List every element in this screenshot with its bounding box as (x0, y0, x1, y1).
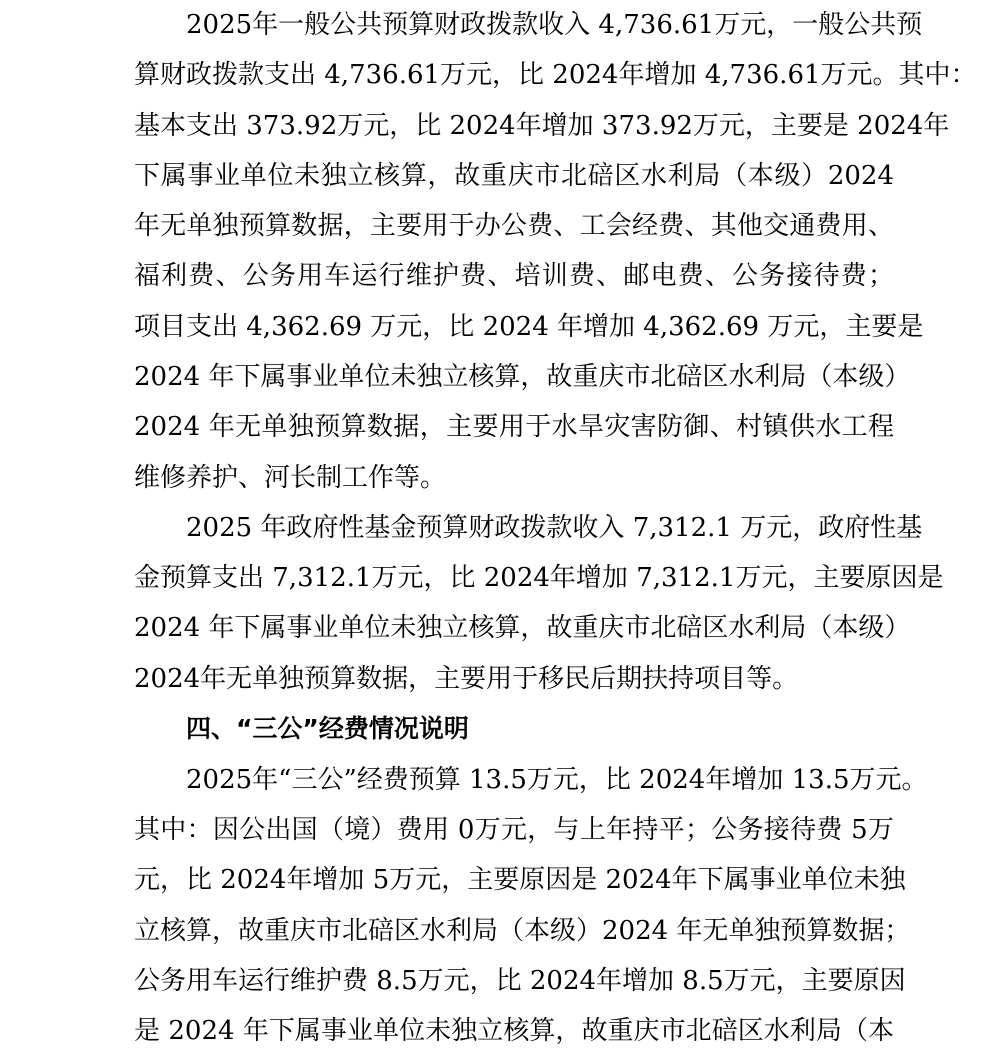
paragraph-line: 是 2024 年下属事业单位未独立核算，故重庆市北碚区水利局（本 (134, 1016, 894, 1046)
paragraph-line: 算财政拨款支出 4,736.61万元，比 2024年增加 4,736.61万元。其中： (134, 60, 977, 90)
paragraph-line: 元，比 2024年增加 5万元，主要原因是 2024年下属事业单位未独 (134, 865, 906, 895)
paragraph-line: 2024 年下属事业单位未独立核算，故重庆市北碚区水利局（本级） (134, 613, 911, 643)
section-heading: 四、“三公”经费情况说明 (186, 714, 469, 743)
paragraph-line: 维修养护、河长制工作等。 (134, 463, 447, 493)
paragraph-line: 2024年无单独预算数据，主要用于移民后期扶持项目等。 (134, 664, 799, 694)
paragraph-line: 基本支出 373.92万元，比 2024年增加 373.92万元，主要是 2024年 (134, 111, 950, 141)
paragraph-line: 下属事业单位未独立核算，故重庆市北碚区水利局（本级）2024 (134, 161, 894, 191)
paragraph-line: 2025年一般公共预算财政拨款收入 4,736.61万元，一般公共预 (186, 10, 923, 40)
paragraph-line: 2025 年政府性基金预算财政拨款收入 7,312.1 万元，政府性基 (186, 513, 923, 543)
paragraph-line: 其中：因公出国（境）费用 0万元，与上年持平；公务接待费 5万 (134, 815, 894, 845)
paragraph-line: 立核算，故重庆市北碚区水利局（本级）2024 年无单独预算数据； (134, 916, 911, 946)
paragraph-line: 2025年“三公”经费预算 13.5万元，比 2024年增加 13.5万元。 (186, 765, 928, 795)
paragraph-line: 金预算支出 7,312.1万元，比 2024年增加 7,312.1万元，主要原因是 (134, 563, 944, 593)
paragraph-line: 年无单独预算数据，主要用于办公费、工会经费、其他交通费用、 (134, 211, 894, 241)
paragraph-line: 2024 年下属事业单位未独立核算，故重庆市北碚区水利局（本级） (134, 362, 911, 392)
paragraph-line: 项目支出 4,362.69 万元，比 2024 年增加 4,362.69 万元，主要是 (134, 312, 924, 342)
paragraph-line: 公务用车运行维护费 8.5万元，比 2024年增加 8.5万元，主要原因 (134, 966, 906, 996)
paragraph-line: 2024 年无单独预算数据，主要用于水旱灾害防御、村镇供水工程 (134, 412, 894, 442)
paragraph-line: 福利费、公务用车运行维护费、培训费、邮电费、公务接待费； (134, 261, 894, 291)
